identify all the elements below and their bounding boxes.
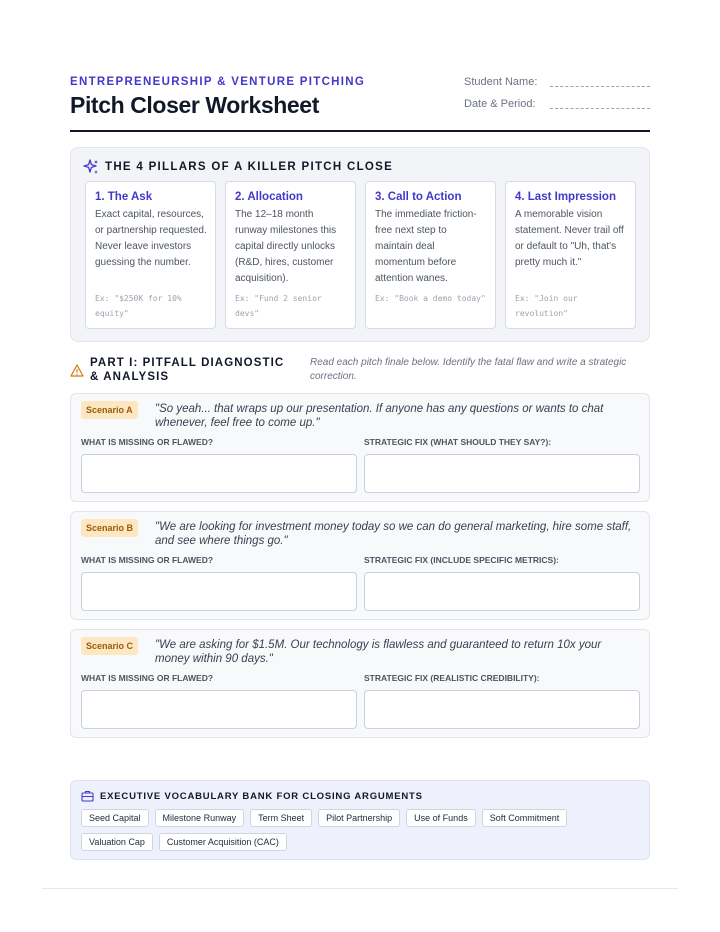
pillar-example: Ex: "Join our revolution"	[515, 294, 578, 318]
scenario-c-card	[70, 629, 650, 738]
pillar-card-ask	[85, 181, 216, 329]
pillar-card-last-impression	[505, 181, 636, 329]
student-name-label: Student Name:	[464, 76, 538, 88]
date-period-label: Date & Period:	[464, 98, 536, 110]
vocab-term: Milestone Runway	[155, 809, 245, 827]
vocab-term: Seed Capital	[81, 809, 149, 827]
pillar-title: 4. Last Impression	[515, 191, 616, 203]
part-one-title: PART I: PITFALL DIAGNOSTIC & ANALYSIS	[90, 357, 285, 383]
fix-label: STRATEGIC FIX (INCLUDE SPECIFIC METRICS):	[364, 555, 559, 565]
worksheet-header	[70, 74, 650, 132]
pillar-title: 2. Allocation	[235, 191, 303, 203]
pillar-body: A memorable vision statement. Never trail off or default to "Uh, that's pretty much it."	[515, 209, 624, 268]
scenario-quote: "We are looking for investment money today so we can do general marketing, hire some staff, and see where things go."	[155, 521, 632, 547]
vocab-term: Soft Commitment	[482, 809, 568, 827]
footer-divider	[42, 888, 678, 889]
fix-answer-box[interactable]	[364, 454, 640, 493]
course-label: ENTREPRENEURSHIP & VENTURE PITCHING	[70, 76, 366, 88]
fix-label: STRATEGIC FIX (WHAT SHOULD THEY SAY?):	[364, 437, 552, 447]
scenario-badge: Scenario A	[81, 401, 138, 419]
pillar-card-allocation	[225, 181, 356, 329]
scenario-a-card	[70, 393, 650, 502]
fix-answer-box[interactable]	[364, 572, 640, 611]
flaw-label: WHAT IS MISSING OR FLAWED?	[81, 673, 214, 683]
scenario-badge: Scenario C	[81, 637, 138, 655]
warning-icon	[70, 364, 84, 377]
pillar-title: 1. The Ask	[95, 191, 153, 203]
pillars-heading-text: THE 4 PILLARS OF A KILLER PITCH CLOSE	[105, 161, 394, 173]
pillars-panel	[70, 147, 650, 342]
fix-label: STRATEGIC FIX (REALISTIC CREDIBILITY):	[364, 673, 540, 683]
scenario-badge: Scenario B	[81, 519, 138, 537]
pillar-body: The immediate friction-free next step to maintain deal momentum before attention wanes.	[375, 209, 477, 284]
fix-answer-box[interactable]	[364, 690, 640, 729]
sparkles-icon	[83, 159, 99, 175]
pillars-heading	[83, 158, 393, 176]
pillar-body: The 12–18 month runway milestones this capital directly unlocks (R&D, hires, customer acquisition).	[235, 209, 337, 284]
vocab-term: Customer Acquisition (CAC)	[159, 833, 287, 851]
pillar-example: Ex: "Book a demo today"	[375, 294, 486, 303]
scenario-quote: "We are asking for $1.5M. Our technology is flawless and guaranteed to return 10x your money within 90 days."	[155, 639, 602, 665]
student-name-line[interactable]	[550, 86, 650, 87]
pillar-example: Ex: "$250K for 10% equity"	[95, 294, 182, 318]
briefcase-icon	[81, 790, 94, 802]
part-one-header	[70, 356, 650, 386]
pillar-example: Ex: "Fund 2 senior devs"	[235, 294, 322, 318]
page-title: Pitch Closer Worksheet	[70, 92, 319, 118]
vocab-term: Pilot Partnership	[318, 809, 400, 827]
vocabulary-terms	[81, 809, 641, 851]
flaw-answer-box[interactable]	[81, 690, 357, 729]
vocabulary-heading	[81, 790, 423, 802]
flaw-label: WHAT IS MISSING OR FLAWED?	[81, 437, 214, 447]
flaw-answer-box[interactable]	[81, 454, 357, 493]
pillar-body: Exact capital, resources, or partnership requested. Never leave investors guessing the number.	[95, 209, 207, 268]
flaw-label: WHAT IS MISSING OR FLAWED?	[81, 555, 214, 565]
scenario-b-card	[70, 511, 650, 620]
pillar-card-call-to-action	[365, 181, 496, 329]
date-period-line[interactable]	[550, 108, 650, 109]
vocabulary-bank	[70, 780, 650, 860]
vocab-term: Valuation Cap	[81, 833, 153, 851]
scenario-quote: "So yeah... that wraps up our presentation. If anyone has any questions or wants to chat whenever, feel free to come up."	[155, 403, 604, 429]
flaw-answer-box[interactable]	[81, 572, 357, 611]
date-period-row	[464, 98, 536, 110]
pillar-title: 3. Call to Action	[375, 191, 462, 203]
part-one-instruction: Read each pitch finale below. Identify the fatal flaw and write a strategic correction.	[310, 357, 627, 382]
vocab-term: Term Sheet	[250, 809, 312, 827]
student-name-row	[464, 76, 537, 88]
vocab-term: Use of Funds	[406, 809, 476, 827]
vocabulary-heading-text: EXECUTIVE VOCABULARY BANK FOR CLOSING ARGUMENTS	[100, 790, 423, 802]
